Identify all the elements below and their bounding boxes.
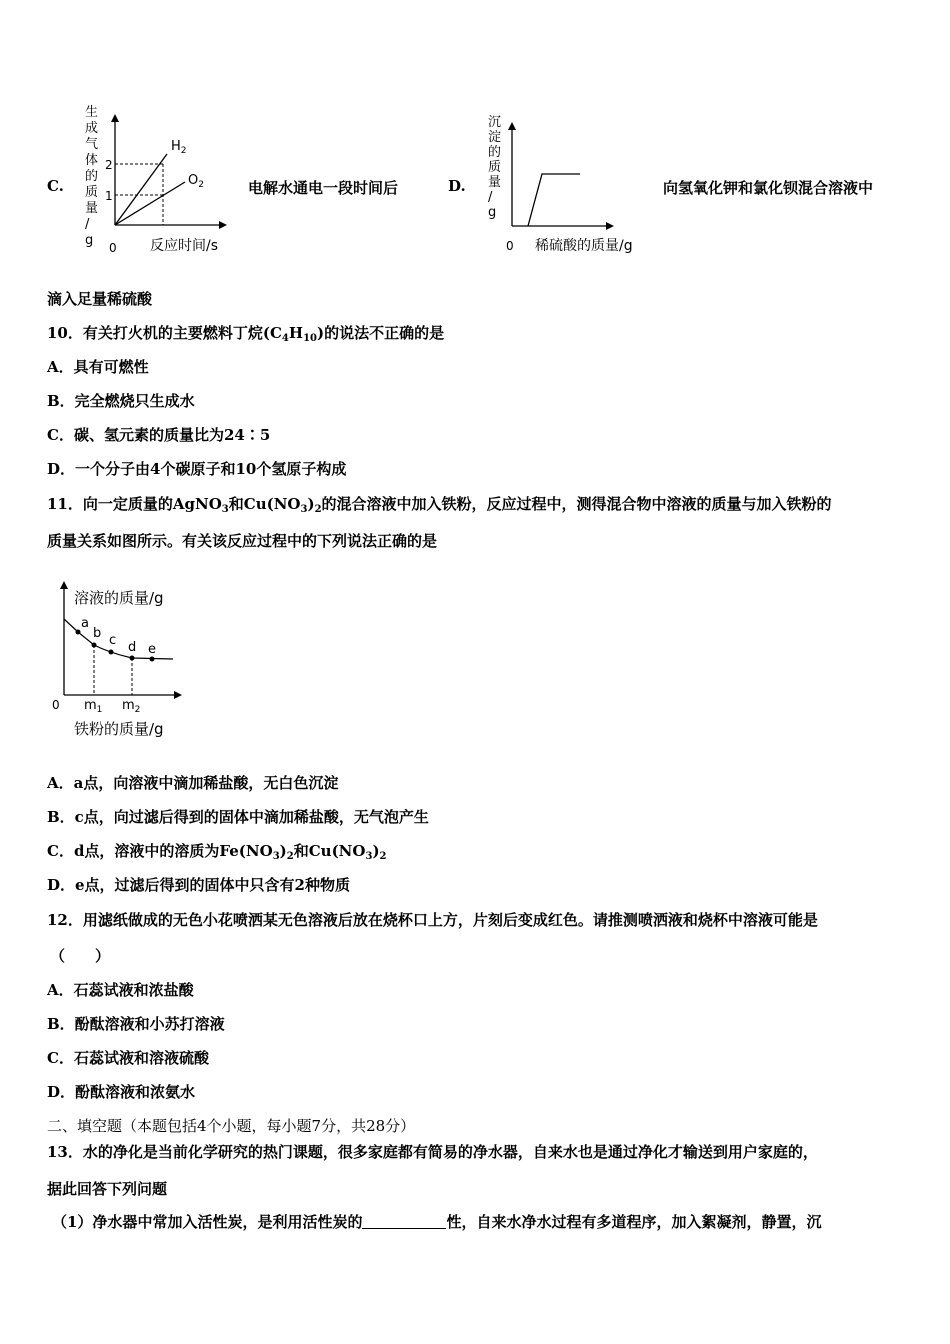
chart-d-x-arrow — [606, 222, 614, 230]
ylabel-char: 体 — [85, 153, 99, 168]
q11-l1-sub1: 3 — [221, 504, 229, 515]
ylabel-char: 气 — [85, 137, 99, 152]
chart-c-ylabel — [85, 104, 98, 248]
chart-d-origin: 0 — [506, 239, 514, 253]
q12-answer-paren: （ ） — [50, 947, 111, 965]
ylabel-char: 的 — [488, 145, 502, 160]
chart-c-ytick-2: 2 — [105, 158, 113, 172]
q11-y-arrow — [60, 581, 68, 589]
chart-d-series — [528, 174, 580, 226]
q10-option-b: B．完全燃烧只生成水 — [47, 392, 195, 410]
option-d-label: D. — [448, 177, 466, 195]
ylabel-char: / — [85, 217, 90, 232]
chart-c-origin: 0 — [109, 241, 117, 255]
q11-c-c: 和Cu(NO — [293, 842, 366, 860]
q11-option-c — [47, 841, 387, 867]
chart-c-xlabel: 反应时间/s — [150, 238, 219, 254]
q10-sub-4: 4 — [281, 333, 289, 344]
chart-c-x-arrow — [219, 221, 227, 229]
ylabel-char: g — [85, 233, 94, 248]
ylabel-char: 量 — [85, 201, 99, 216]
option-d-description-continued: 滴入足量稀硫酸 — [47, 290, 153, 308]
chart-d-y-arrow — [508, 122, 516, 130]
q11-xtick-m2: $m_2$ — [122, 698, 141, 715]
q12-option-b: B．酚酞溶液和小苏打溶液 — [47, 1015, 225, 1033]
q11-point-c — [109, 650, 114, 655]
q11-c-d: ) — [372, 842, 380, 860]
section-2-title: 二、填空题（本题包括4个小题，每小题7分，共28分） — [47, 1117, 416, 1135]
q10-option-a: A．具有可燃性 — [47, 358, 149, 376]
q10-stem-h: H — [288, 324, 304, 342]
q10-sub-10: 10 — [303, 333, 317, 344]
q11-chart — [48, 575, 198, 745]
q13-stem-line1: 13．水的净化是当前化学研究的热门课题，很多家庭都有简易的净水器，自来水也是通过净化才输送到用户家庭的， — [47, 1143, 818, 1161]
ylabel-char: 质 — [85, 185, 99, 200]
chart-c-series-h2 — [115, 154, 167, 225]
q11-l1-sub3: 2 — [314, 504, 322, 515]
q10-stem-b: )的说法不正确的是 — [317, 324, 445, 342]
chart-d-precipitate — [480, 112, 660, 260]
q11-c-s4: 2 — [379, 851, 387, 862]
q11-label-e: e — [148, 642, 156, 657]
option-c-description: 电解水通电一段时间后 — [248, 179, 399, 197]
q13-stem-line2: 据此回答下列问题 — [47, 1180, 168, 1198]
q11-l1-sub2: 3 — [300, 504, 308, 515]
q10-option-d: D．一个分子由4个碳原子和10个氢原子构成 — [47, 460, 347, 478]
q11-c-a: C．d点，溶液中的溶质为Fe(NO — [47, 842, 273, 860]
ylabel-char: 生 — [85, 105, 99, 120]
q10-option-c: C．碳、氢元素的质量比为24∶5 — [47, 426, 271, 444]
q13-part1-a: （1）净水器中常加入活性炭，是利用活性炭的 — [52, 1213, 363, 1231]
q11-xlabel: 铁粉的质量/g — [74, 720, 164, 738]
ylabel-char: 量 — [488, 175, 502, 190]
ylabel-char: 成 — [85, 121, 99, 136]
ylabel-char: 的 — [85, 169, 99, 184]
q11-xtick-m1: $m_1$ — [84, 698, 103, 715]
chart-c-electrolysis — [75, 100, 250, 260]
chart-c-y-arrow — [111, 114, 119, 122]
q11-x-arrow — [174, 691, 182, 699]
q11-stem-line1 — [47, 494, 832, 520]
q12-option-c: C．石蕊试液和溶液硫酸 — [47, 1049, 209, 1067]
q11-label-d: d — [128, 640, 137, 655]
q12-stem: 12．用滤纸做成的无色小花喷洒某无色溶液后放在烧杯口上方，片刻后变成红色。请推测喷洒液和烧杯中溶液可能是 — [47, 911, 818, 929]
q11-c-s1: 3 — [272, 851, 280, 862]
option-c-label: C. — [47, 177, 64, 195]
q11-point-d — [130, 656, 135, 661]
q10-stem-a: 10．有关打火机的主要燃料丁烷(C — [47, 324, 282, 342]
q11-c-s3: 3 — [365, 851, 373, 862]
chart-d-ylabel — [488, 115, 501, 220]
q11-option-b: B．c点，向过滤后得到的固体中滴加稀盐酸，无气泡产生 — [47, 808, 429, 826]
q11-point-a — [76, 630, 81, 635]
q11-l1-a: 11．向一定质量的AgNO — [47, 495, 222, 513]
q11-point-e — [150, 657, 155, 662]
ylabel-char: 淀 — [488, 130, 502, 145]
ylabel-char: 沉 — [488, 115, 502, 130]
q13-part1 — [52, 1212, 821, 1232]
q13-part1-b: 性，自来水净水过程有多道程序，加入絮凝剂，静置，沉 — [446, 1213, 822, 1231]
q11-l1-c: ) — [307, 495, 315, 513]
chart-c-ytick-1: 1 — [105, 189, 113, 203]
chart-c-o2-label: $O_2$ — [188, 173, 204, 190]
q11-ylabel: 溶液的质量/g — [74, 589, 164, 607]
chart-c-series-o2 — [115, 182, 185, 225]
option-d-description: 向氢氧化钾和氯化钡混合溶液中 — [663, 179, 874, 197]
ylabel-char: g — [488, 205, 497, 220]
q11-l1-b: 和Cu(NO — [228, 495, 301, 513]
q11-origin: 0 — [52, 698, 60, 712]
q12-option-a: A．石蕊试液和浓盐酸 — [47, 981, 194, 999]
ylabel-char: 质 — [488, 160, 502, 175]
q12-option-d: D．酚酞溶液和浓氨水 — [47, 1083, 196, 1101]
q11-label-b: b — [93, 626, 102, 641]
q11-c-b: ) — [279, 842, 287, 860]
q11-point-b — [92, 643, 97, 648]
q11-option-d: D．e点，过滤后得到的固体中只含有2种物质 — [47, 876, 350, 894]
chart-d-xlabel: 稀硫酸的质量/g — [535, 238, 633, 254]
ylabel-char: / — [488, 190, 493, 205]
q11-option-a: A．a点，向溶液中滴加稀盐酸，无白色沉淀 — [47, 774, 339, 792]
q11-label-a: a — [81, 616, 89, 631]
q11-label-c: c — [109, 633, 117, 648]
chart-c-h2-label: $H_2$ — [171, 139, 187, 156]
q13-blank-1[interactable] — [362, 1214, 446, 1229]
q10-stem — [47, 323, 444, 349]
q11-l1-d: 的混合溶液中加入铁粉，反应过程中，测得混合物中溶液的质量与加入铁粉的 — [321, 495, 832, 513]
q11-c-s2: 2 — [286, 851, 294, 862]
q11-stem-line2: 质量关系如图所示。有关该反应过程中的下列说法正确的是 — [47, 532, 438, 550]
